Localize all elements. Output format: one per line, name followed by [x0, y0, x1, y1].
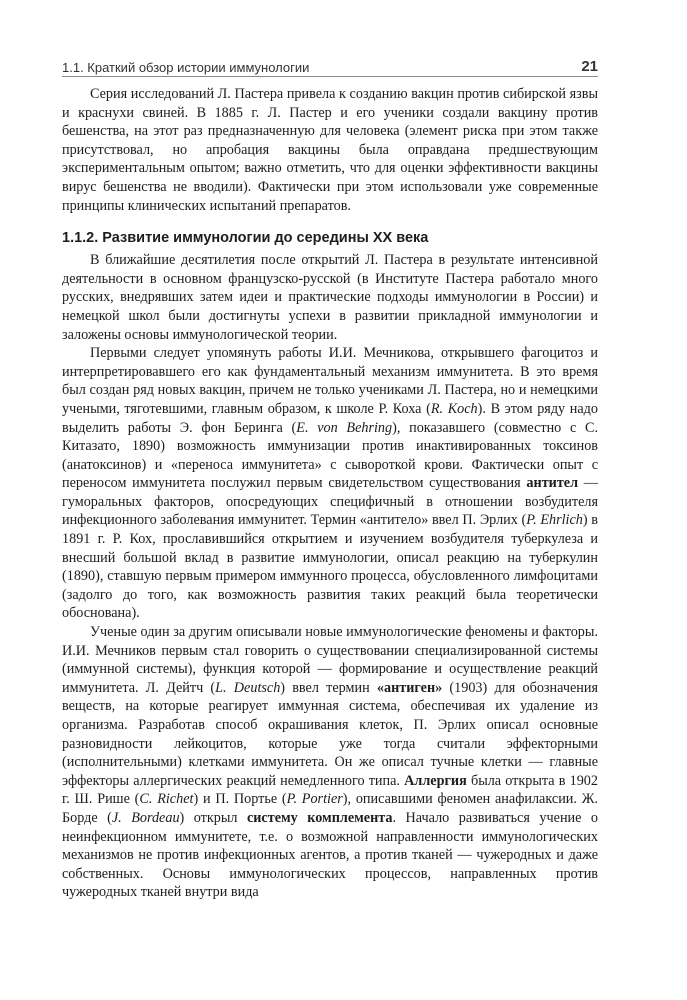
text-run: ). В этом ряду надо выделить работы Э. фон Беринга (: [62, 400, 598, 436]
paragraph-schools: [62, 251, 598, 344]
text-run: Ученые один за другим описывали новые иммунологические феномены и факторы. И.И. Мечников первым стал говорить о существовании специализированной системы (иммунной системы), функция которой — формирование и осуществление реакций иммунитета. Л. Дейтч (: [62, 624, 598, 696]
italic-name: E. von Behring: [296, 419, 393, 436]
paragraph-phenomena: [62, 623, 598, 902]
text-run: ) и П. Портье (: [193, 791, 287, 808]
italic-name: J. Bordeau: [111, 809, 180, 826]
text-run: . Начало развиваться учение о неинфекционном иммунитете, т.е. о возможной направленности иммунологических механизмов не против инфекционных агентов, а против тканей — чужеродных и даже собственных. Основы иммунологических процессов, направленных против чужеродных тканей внутри вида: [62, 809, 599, 901]
italic-name: C. Richet: [139, 791, 194, 808]
running-title: 1.1. Краткий обзор истории иммунологии: [62, 60, 310, 75]
text-run: ) открыл: [179, 809, 247, 826]
paragraph-pasteur-vaccines: [62, 85, 598, 215]
italic-name: P. Ehrlich: [526, 512, 583, 529]
text-run: ), показавшего (совместно с С. Китазато, 1890) возможность иммунизации против инактивированных токсинов (анатоксинов) и «переноса иммунитета» с сывороткой крови. Фактически опыт с переносом иммунитета послужил первым свидетельством существования: [62, 419, 598, 492]
text-run: (1903) для обозначения веществ, на которые реагирует иммунная система, обеспечивая их удаление из организма. Разработав способ окрашивания клеток, П. Эрлих описал основные разновидности лейкоцитов, которые уже тогда считали эффекторными (исполнительными) клетками иммунитета. Он же описал тучные клетки — главные эффекторы аллергических реакций немедленного типа.: [62, 679, 598, 789]
text-run: ), описавшими феномен анафилаксии. Ж. Борде (: [62, 791, 598, 826]
text-run: Первыми следует упомянуть работы И.И. Мечникова, открывшего фагоцитоз и интерпретировавшего его как фундаментальный механизм иммунитета. В это время был создан ряд новых вакцин, причем не только учениками Л. Пастера, но и немецкими учеными, тяготевшими, главным образом, к школе Р. Коха (: [62, 345, 598, 417]
bold-term: антител: [526, 475, 579, 492]
text-run: Серия исследований Л. Пастера привела к созданию вакцин против сибирской язвы и краснухи свиней. В 1885 г. Л. Пастер и его ученики создали вакцину против бешенства, на этот раз предназначенную для человека (элемент риска при этом также присутствовал, но апробация вакцины была оправдана предшествующим экспериментальным опытом; важно отметить, что для оценки эффективности вакцины вирус бешенства не вводили). Фактически при этом использовали уже современные принципы клинических испытаний препаратов.: [62, 86, 598, 214]
section-heading: 1.1.2. Развитие иммунологии до середины XX века: [62, 230, 429, 247]
bold-term: «антиген»: [376, 679, 443, 696]
page-body: [62, 85, 598, 902]
text-run: ) в 1891 г. Р. Кох, прославившийся открытием и изучением возбудителя туберкулеза и внесший большой вклад в развитие иммунологии, описал реакцию на туберкулин (1890), ставшую первым примером иммунного процесса, обусловленного лимфоцитами (задолго до того, как возможность развития таких реакций была теоретически обоснована).: [62, 512, 598, 622]
text-run: — гуморальных факторов, опосредующих специфичный в отношении возбудителя инфекционного заболевания иммунитет. Термин «антитело» ввел П. Эрлих (: [62, 475, 598, 529]
italic-name: R. Koch: [430, 400, 478, 417]
page-number: 21: [581, 58, 598, 75]
bold-term: систему комплемента: [246, 809, 393, 826]
italic-name: L. Deutsch: [215, 679, 281, 696]
text-run: ) ввел термин: [280, 679, 377, 696]
header-rule: [62, 76, 598, 77]
bold-term: Аллергия: [404, 772, 467, 789]
running-header: [62, 58, 598, 78]
text-run: была открыта в 1902 г. Ш. Рише (: [62, 772, 598, 808]
text-run: В ближайшие десятилетия после открытий Л. Пастера в результате интенсивной деятельности в основном французско-русской (в Институте Пастера работало много русских, внедрявших затем идеи и практические подходы иммунологии в России) и немецкой школ были достигнуты успехи в развитии прикладной иммунологии и заложены основы иммунологической теории.: [62, 252, 598, 343]
paragraph-mechnikov-antibodies: [62, 344, 598, 623]
italic-name: P. Portier: [286, 791, 343, 808]
